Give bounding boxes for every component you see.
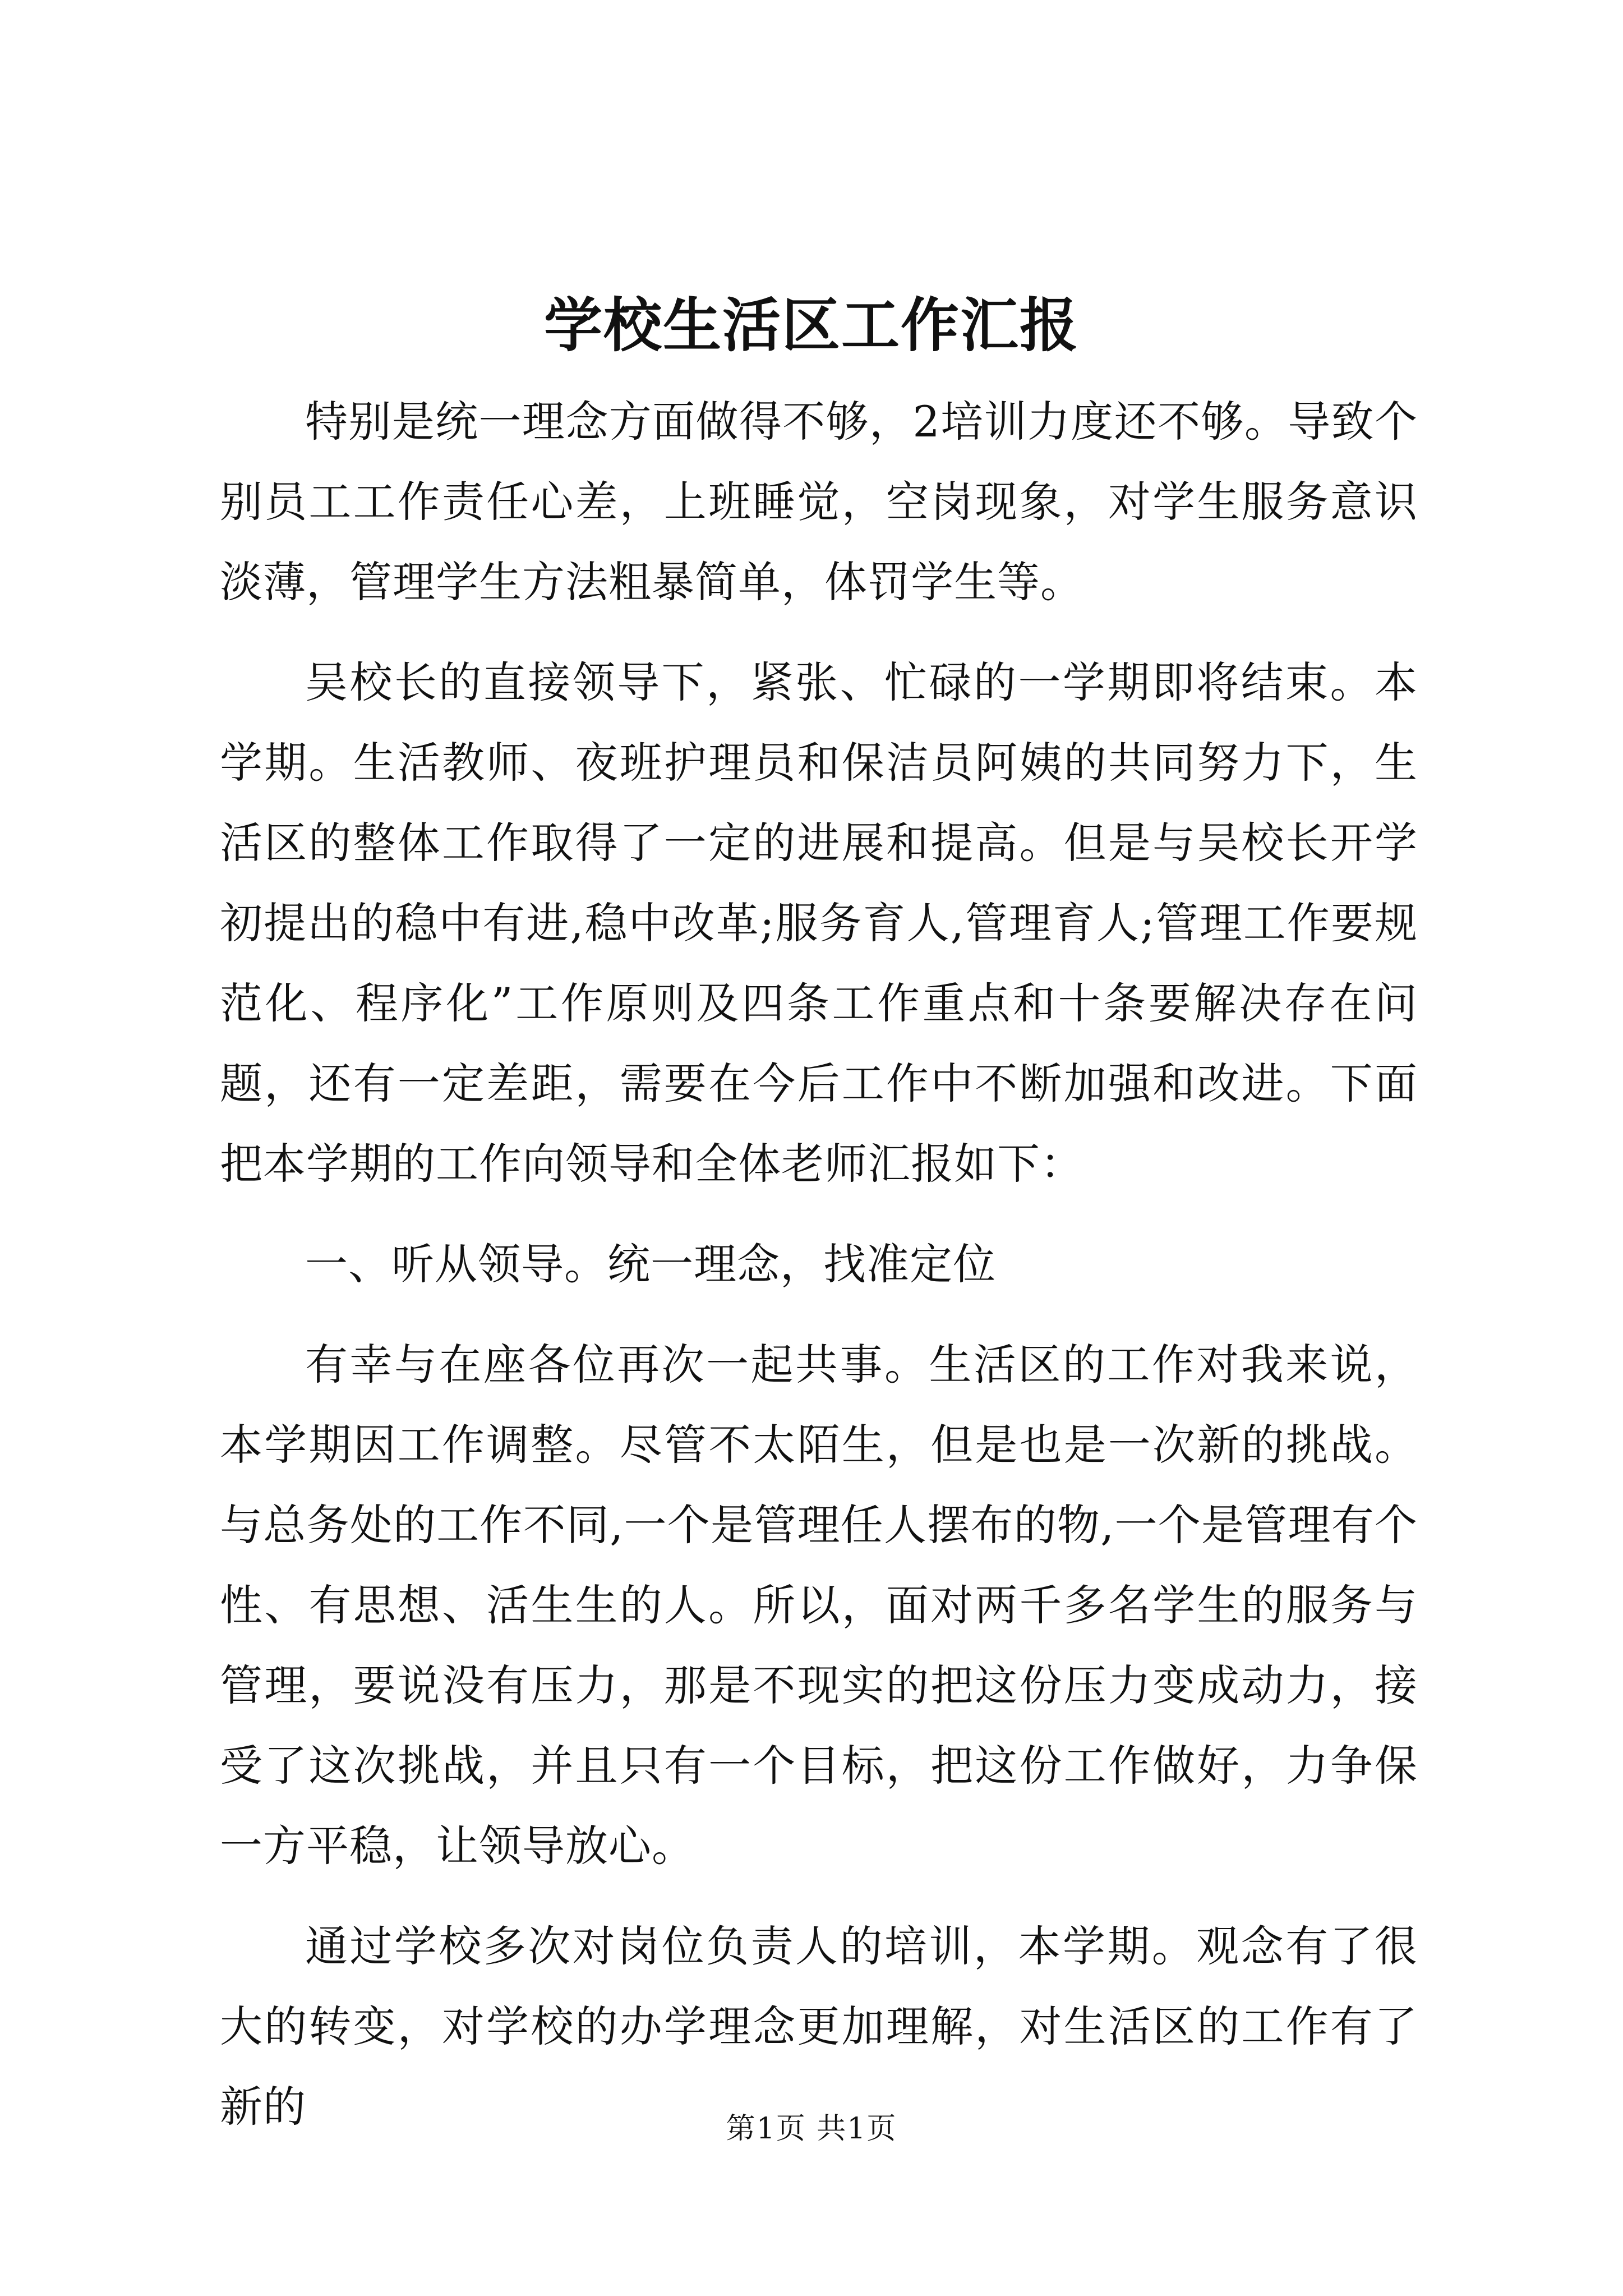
paragraph: 吴校长的直接领导下，紧张、忙碌的一学期即将结束。本学期。生活教师、夜班护理员和保洁员阿姨的共同努力下，生活区的整体工作取得了一定的进展和提高。但是与吴校长开学初提出的稳中有进,稳中改革;服务育人,管理育人;管理工作要规范化、程序化”工作原则及四条工作重点和十条要解决存在问题，还有一定差距，需要在今后工作中不断加强和改进。下面把本学期的工作向领导和全体老师汇报如下：: [220, 657, 1418, 1189]
paragraph: 有幸与在座各位再次一起共事。生活区的工作对我来说，本学期因工作调整。尽管不太陌生，但是也是一次新的挑战。与总务处的工作不同,一个是管理任人摆布的物,一个是管理有个性、有思想、活生生的人。所以，面对两千多名学生的服务与管理，要说没有压力，那是不现实的把这份压力变成动力，接受了这次挑战，并且只有一个目标，把这份工作做好，力争保一方平稳，让领导放心。: [220, 1340, 1418, 1871]
document-title: 学校生活区工作汇报: [543, 291, 1079, 360]
document-body: [220, 381, 1418, 2167]
page-footer: 第1页 共1页: [726, 2112, 897, 2146]
section-heading: 一、听从领导。统一理念，找准定位: [305, 1239, 996, 1289]
paragraph: 特别是统一理念方面做得不够，2培训力度还不够。导致个别员工工作责任心差，上班睡觉，空岗现象，对学生服务意识淡薄，管理学生方法粗暴简单，体罚学生等。: [220, 397, 1418, 607]
paragraph: 通过学校多次对岗位负责人的培训，本学期。观念有了很大的转变，对学校的办学理念更加理解，对生活区的工作有了新的: [220, 1921, 1418, 2132]
